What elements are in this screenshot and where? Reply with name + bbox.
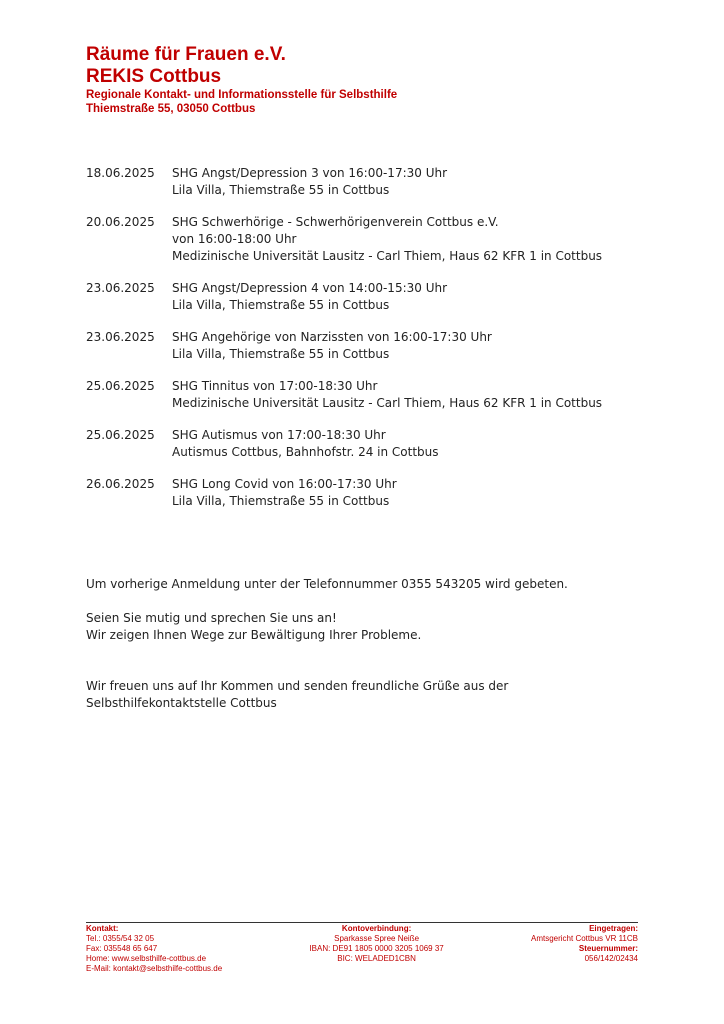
closing-line-2: Selbsthilfekontaktstelle Cottbus bbox=[86, 696, 277, 710]
event-location: Medizinische Universität Lausitz - Carl Thiem, Haus 62 KFR 1 in Cottbus bbox=[172, 396, 603, 410]
org-description: Regionale Kontakt- und Informationsstelle für Selbsthilfe bbox=[86, 89, 398, 101]
event-date: 20.06.2025 bbox=[86, 215, 155, 229]
footer-tax-heading: Steuernummer: bbox=[578, 944, 638, 953]
org-address: Thiemstraße 55, 03050 Cottbus bbox=[86, 103, 256, 115]
encouragement-line-1: Seien Sie mutig und sprechen Sie uns an! bbox=[86, 611, 337, 625]
event-location: Medizinische Universität Lausitz - Carl Thiem, Haus 62 KFR 1 in Cottbus bbox=[172, 249, 603, 263]
footer-bank bbox=[309, 924, 443, 974]
event-date: 23.06.2025 bbox=[86, 281, 155, 295]
event-date: 25.06.2025 bbox=[86, 428, 155, 442]
org-name: Räume für Frauen e.V. bbox=[86, 44, 286, 65]
closing-line-1: Wir freuen uns auf Ihr Kommen und senden freundliche Grüße aus der bbox=[86, 679, 509, 693]
event-list bbox=[86, 165, 646, 525]
footer-bic: BIC: WELADED1CBN bbox=[337, 954, 416, 963]
event-location: Lila Villa, Thiemstraße 55 in Cottbus bbox=[172, 494, 390, 508]
event-title: SHG Angst/Depression 3 von 16:00-17:30 Uhr bbox=[172, 166, 448, 180]
footer-tax-number: 056/142/02434 bbox=[584, 954, 638, 963]
event-time: von 16:00-18:00 Uhr bbox=[172, 232, 297, 246]
event-item bbox=[86, 329, 646, 363]
event-location: Lila Villa, Thiemstraße 55 in Cottbus bbox=[172, 298, 390, 312]
event-item bbox=[86, 427, 646, 461]
footer bbox=[86, 922, 638, 974]
footer-home: Home: www.selbsthilfe-cottbus.de bbox=[86, 954, 207, 963]
event-title: SHG Tinnitus von 17:00-18:30 Uhr bbox=[172, 379, 378, 393]
letterhead bbox=[86, 44, 397, 116]
event-location: Autismus Cottbus, Bahnhofstr. 24 in Cottbus bbox=[172, 445, 439, 459]
footer-fax: Fax: 035548 65 647 bbox=[86, 944, 158, 953]
footer-email: E-Mail: kontakt@selbsthilfe-cottbus.de bbox=[86, 964, 223, 973]
event-date: 26.06.2025 bbox=[86, 477, 155, 491]
event-item bbox=[86, 280, 646, 314]
event-title: SHG Schwerhörige - Schwerhörigenverein Cottbus e.V. bbox=[172, 215, 499, 229]
event-item bbox=[86, 476, 646, 510]
footer-iban: IBAN: DE91 1805 0000 3205 1069 37 bbox=[309, 944, 444, 953]
org-subname: REKIS Cottbus bbox=[86, 66, 222, 87]
footer-contact bbox=[86, 924, 222, 974]
event-item bbox=[86, 165, 646, 199]
event-title: SHG Angehörige von Narzissten von 16:00-17:30 Uhr bbox=[172, 330, 492, 344]
event-location: Lila Villa, Thiemstraße 55 in Cottbus bbox=[172, 347, 390, 361]
registration-note: Um vorherige Anmeldung unter der Telefonnummer 0355 543205 wird gebeten. bbox=[86, 577, 568, 591]
encouragement-line-2: Wir zeigen Ihnen Wege zur Bewältigung Ihrer Probleme. bbox=[86, 628, 422, 642]
event-date: 25.06.2025 bbox=[86, 379, 155, 393]
footer-bank-name: Sparkasse Spree Neiße bbox=[334, 934, 420, 943]
event-title: SHG Angst/Depression 4 von 14:00-15:30 Uhr bbox=[172, 281, 448, 295]
event-item bbox=[86, 378, 646, 412]
event-location: Lila Villa, Thiemstraße 55 in Cottbus bbox=[172, 183, 390, 197]
event-date: 18.06.2025 bbox=[86, 166, 155, 180]
event-date: 23.06.2025 bbox=[86, 330, 155, 344]
footer-bank-heading: Kontoverbindung: bbox=[341, 924, 412, 933]
closing-notes bbox=[86, 576, 646, 712]
event-title: SHG Autismus von 17:00-18:30 Uhr bbox=[172, 428, 386, 442]
event-item bbox=[86, 214, 646, 265]
event-title: SHG Long Covid von 16:00-17:30 Uhr bbox=[172, 477, 397, 491]
footer-court: Amtsgericht Cottbus VR 11CB bbox=[530, 934, 638, 943]
footer-register-heading: Eingetragen: bbox=[589, 924, 638, 933]
footer-contact-heading: Kontakt: bbox=[86, 924, 119, 933]
footer-register bbox=[531, 924, 638, 974]
footer-tel: Tel.: 0355/54 32 05 bbox=[86, 934, 155, 943]
